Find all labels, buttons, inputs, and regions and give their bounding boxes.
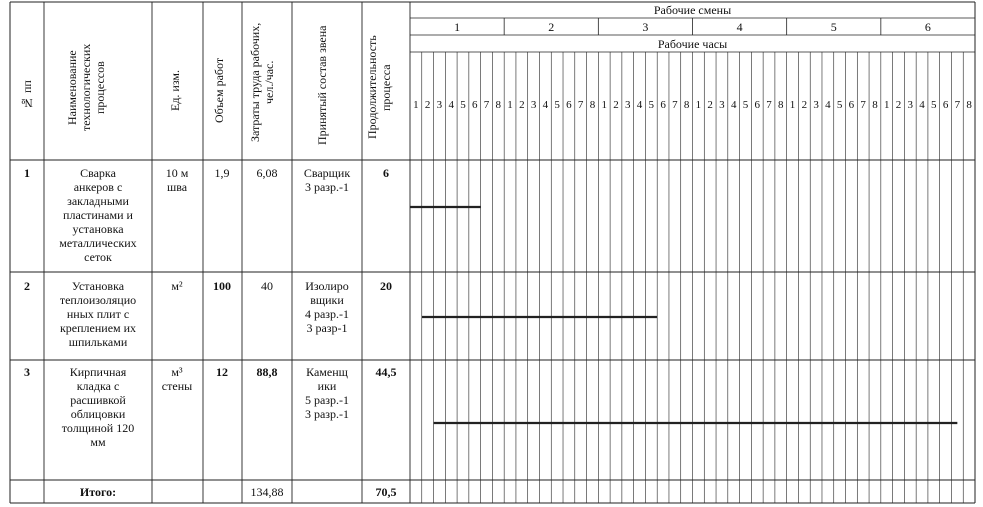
- shift-label-6: 6: [924, 20, 931, 34]
- row1-unit: 10 м шва: [165, 166, 189, 194]
- hour-label: 2: [895, 99, 902, 111]
- hour-label: 8: [683, 99, 690, 111]
- hour-label: 1: [789, 99, 796, 111]
- header-unit: Ед. изм.: [168, 69, 182, 111]
- hour-label: 5: [648, 99, 655, 111]
- row1-volume: 1,9: [214, 166, 230, 180]
- hour-label: 7: [577, 99, 584, 111]
- hour-label: 4: [636, 99, 643, 111]
- hour-label: 6: [566, 99, 572, 111]
- shift-label-1: 1: [454, 20, 461, 34]
- hour-label: 5: [554, 99, 560, 111]
- row2-labor: 40: [261, 279, 273, 293]
- header-shifts-title: Рабочие смены: [653, 3, 732, 17]
- hour-label: 1: [601, 99, 607, 111]
- hour-label: 3: [436, 99, 443, 111]
- hour-label: 4: [825, 99, 831, 111]
- hour-label: 2: [613, 99, 619, 111]
- hour-label: 7: [766, 99, 772, 111]
- hour-label: 1: [883, 99, 890, 111]
- hour-label: 3: [625, 99, 631, 111]
- row3-name: Кирпичная кладка с расшивкой облицовки толщиной 120 мм: [61, 365, 135, 449]
- row1-labor: 6,08: [256, 166, 278, 180]
- hour-label: 8: [495, 99, 502, 111]
- hour-label: 3: [530, 99, 537, 111]
- hour-label: 6: [754, 99, 760, 111]
- row1-name: Сварка анкеров с закладными пластинами и установка металлических сеток: [59, 166, 137, 264]
- row2-volume: 100: [213, 279, 231, 293]
- hour-label: 7: [860, 99, 866, 111]
- hour-label: 2: [801, 99, 808, 111]
- hour-label: 2: [519, 99, 525, 111]
- hour-label: 5: [836, 99, 843, 111]
- row1-duration: 6: [383, 166, 389, 180]
- header-crew: Принятый состав звена: [315, 25, 329, 145]
- hour-label: 7: [483, 99, 490, 111]
- row2-crew: Изолиро вщики 4 разр.-1 3 разр-1: [304, 279, 350, 335]
- row2-unit: м²: [171, 279, 183, 293]
- hour-label: 5: [460, 99, 466, 111]
- shift-label-4: 4: [736, 20, 743, 34]
- hour-label: 8: [966, 99, 972, 111]
- row1-crew: Сварщик 3 разр.-1: [303, 166, 351, 194]
- hour-label: 2: [424, 99, 431, 111]
- hour-label: 2: [707, 99, 713, 111]
- header-volume: Объем работ: [212, 57, 226, 123]
- hour-label: 8: [778, 99, 784, 111]
- hour-label: 6: [848, 99, 855, 111]
- hour-label: 3: [719, 99, 725, 111]
- hour-label: 6: [471, 99, 478, 111]
- hour-label: 4: [448, 99, 454, 111]
- row3-num: 3: [24, 365, 30, 379]
- header-num: № пп: [20, 80, 34, 110]
- header-labor: Затраты труда рабочих, чел./час.: [248, 22, 276, 143]
- hour-label: 4: [542, 99, 549, 111]
- shift-label-2: 2: [548, 20, 555, 34]
- hour-label: 3: [907, 99, 913, 111]
- total-duration: 70,5: [375, 485, 397, 499]
- row1-num: 1: [24, 166, 30, 180]
- row2-duration: 20: [380, 279, 392, 293]
- header-process-name: Наименование технологических процессов: [65, 43, 107, 132]
- row3-unit: м³ стены: [161, 365, 193, 393]
- header-duration: Продолжительность процесса: [365, 35, 393, 140]
- total-labor: 134,88: [250, 485, 284, 499]
- hour-label: 1: [413, 99, 419, 111]
- total-label: Итого:: [79, 485, 117, 499]
- hour-label: 8: [872, 99, 878, 111]
- hour-label: 7: [672, 99, 678, 111]
- row3-volume: 12: [216, 365, 228, 379]
- row3-duration: 44,5: [375, 365, 397, 379]
- hour-label: 4: [919, 99, 925, 111]
- hour-label: 6: [660, 99, 666, 111]
- shift-label-3: 3: [642, 20, 649, 34]
- hour-label: 1: [695, 99, 702, 111]
- hour-label: 7: [954, 99, 961, 111]
- row2-name: Установка теплоизоляцио нных плит с креплением их шпильками: [59, 279, 137, 349]
- hour-label: 1: [507, 99, 513, 111]
- header-hours-title: Рабочие часы: [657, 37, 728, 51]
- hour-label: 6: [942, 99, 949, 111]
- row2-num: 2: [24, 279, 30, 293]
- hour-label: 4: [730, 99, 737, 111]
- hour-label: 8: [589, 99, 596, 111]
- hour-label: 3: [813, 99, 819, 111]
- hour-label: 5: [742, 99, 749, 111]
- shift-label-5: 5: [830, 20, 837, 34]
- row3-labor: 88,8: [256, 365, 278, 379]
- hour-label: 5: [931, 99, 937, 111]
- row3-crew: Каменщ ики 5 разр.-1 3 разр.-1: [304, 365, 350, 421]
